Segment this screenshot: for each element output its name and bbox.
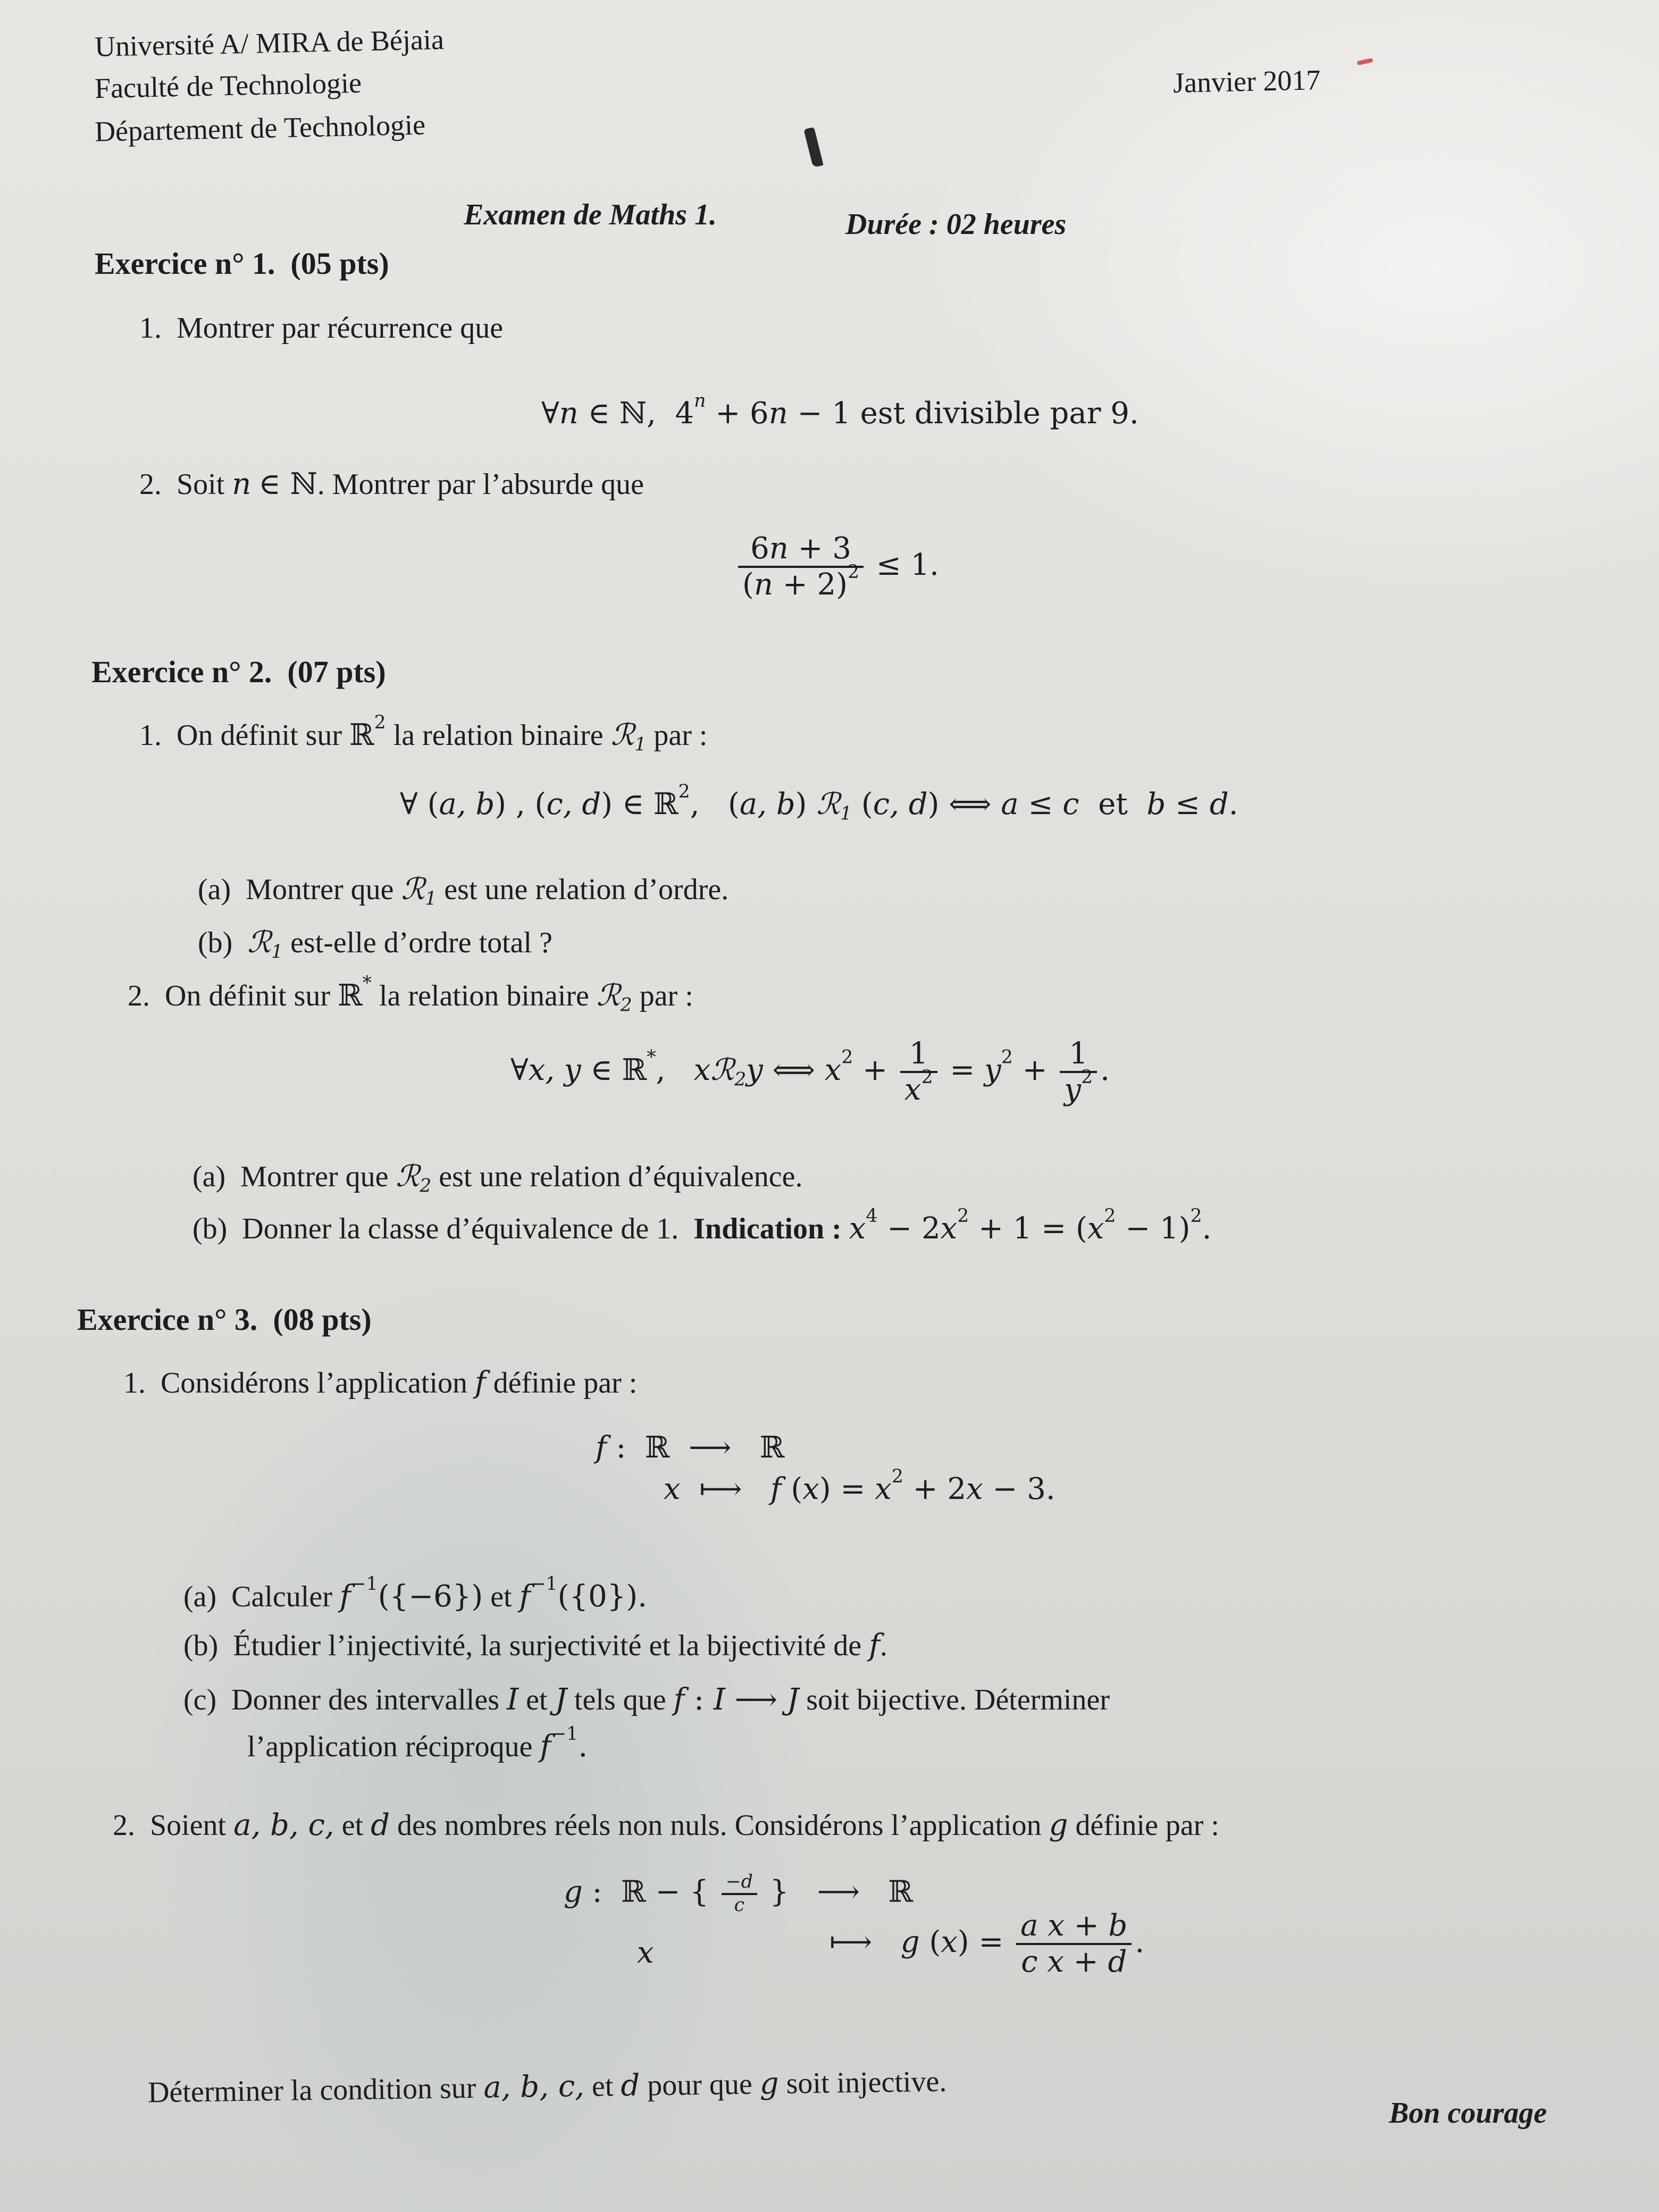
department-name: Département de Technologie (94, 108, 426, 148)
ex2-q2-number: 2. (128, 979, 150, 1012)
ex1-q2-formula: $\frac{6n + 3}{(n + 2)^2}$ ≤ 1. (735, 532, 939, 602)
ex2-q2b-label: (b) (192, 1212, 228, 1245)
closing-text: Bon courage (1389, 2097, 1547, 2130)
ex3-q1c-text-d: soit bijective. Déterminer (806, 1683, 1110, 1716)
ex3-q1c-label: (c) (183, 1683, 217, 1716)
ex2-q1: 1. On définit sur ℝ$^2$ la relation binaire ℛ$_1$ par : (139, 711, 708, 756)
ex1-title: Exercice n° 1. (95, 246, 275, 281)
ex2-q1-formula: ∀ (a, b) , (c, d) ∈ ℝ$^2$, (a, b) ℛ$_1$ (c, d) ⟺ a ≤ c et b ≤ d. (400, 781, 1238, 825)
exam-duration: Durée : 02 heures (845, 208, 1067, 241)
ex3-q1-text-a: Considérons l’application (161, 1367, 468, 1400)
ex2-q1b-text: est-elle d’ordre total ? (290, 926, 552, 959)
ex3-q1c-line2-text: l’application réciproque (247, 1730, 533, 1763)
ex2-q1b: (b) ℛ$_1$ est-elle d’ordre total ? (198, 925, 552, 963)
ex3-q2-number: 2. (113, 1809, 135, 1842)
ex2-q2a-text-b: est une relation d’équivalence. (439, 1160, 803, 1193)
ex2-hint-label: Indication : (693, 1212, 842, 1245)
ex2-title: Exercice n° 2. (91, 655, 272, 689)
ex3-q2-text-b: des nombres réels non nuls. Considérons l’application (397, 1809, 1042, 1842)
ex2-q1a: (a) Montrer que ℛ$_1$ est une relation d’ordre. (198, 872, 729, 910)
ex2-q1-text-a: On définit sur (177, 719, 342, 752)
ex3-q1c-text-b: et (526, 1683, 548, 1716)
ex3-q2-text-a: Soient (150, 1809, 227, 1842)
ex2-q2-text-a: On définit sur (165, 979, 331, 1012)
ex3-heading (77, 1302, 372, 1337)
ex2-q1a-text-a: Montrer que (246, 873, 394, 906)
ex2-q1-text-c: par : (653, 719, 708, 752)
ex2-q2a-label: (a) (192, 1160, 226, 1193)
red-pen-mark (1356, 58, 1373, 65)
ex3-g-mapping: ⟼ g (x) = $\frac{\text{a x + b}}{\text{c x + d}}$ . (830, 1908, 1145, 1980)
ex3-q1a-text-a: Calculer (231, 1580, 332, 1613)
ex3-f-line1: f : ℝ ⟶ ℝ (596, 1430, 785, 1465)
exam-title: Examen de Maths 1. (464, 198, 717, 231)
faculty-name: Faculté de Technologie (94, 66, 362, 105)
ex2-q2b: (b) Donner la classe d’équivalence de 1. Indication : $x^4 - 2x^2 + 1 = (x^2 - 1)^2$. (192, 1205, 1212, 1246)
ex3-q1b-label: (b) (183, 1629, 219, 1662)
ex2-heading (91, 654, 386, 690)
ex3-g-line1: g : ℝ − { $\frac{-d}{c}$ } ⟶ ℝ (564, 1871, 914, 1916)
ex3-q1c-text-a: Donner des intervalles (231, 1683, 499, 1716)
ex1-q1-formula-text: est divisible par 9. (860, 396, 1139, 431)
ex2-q1a-text-b: est une relation d’ordre. (444, 873, 729, 906)
ex3-q1b-text: Étudier l’injectivité, la surjectivité et la bijectivité de (233, 1629, 862, 1662)
ex3-q1-number: 1. (123, 1367, 146, 1400)
ex2-q2-text-c: par : (639, 979, 693, 1012)
ex1-q1-formula: ∀n ∈ ℕ, $4^n + 6n - 1$ est divisible par 9. (541, 390, 1139, 431)
university-name: Université A/ MIRA de Béjaia (94, 23, 445, 63)
ex3-g-line2: x (637, 1936, 654, 1970)
ex3-q1b: (b) Étudier l’injectivité, la surjectivité et la bijectivité de f. (183, 1628, 887, 1663)
ex3-f-line2: x ⟼ f $(x) = x^2 + 2x - 3$. (664, 1465, 1055, 1506)
ex1-q1-text: Montrer par récurrence que (177, 312, 504, 345)
ex2-q1-text-b: la relation binaire (393, 719, 604, 752)
ex2-q1b-label: (b) (198, 926, 233, 959)
ex2-q2-text-b: la relation binaire (379, 979, 589, 1012)
ex2-points: (07 pts) (287, 655, 386, 689)
ex3-q1c-text-c: tels que (574, 1683, 666, 1716)
ex3-final-question: Déterminer la condition sur a, b, c, et d pour que g soit injective. (147, 2065, 947, 2109)
ex3-final-text-b: pour que (647, 2067, 753, 2102)
ex3-points: (08 pts) (273, 1302, 372, 1337)
ex2-q1-number: 1. (139, 719, 162, 752)
ex2-q2b-text: Donner la classe d’équivalence de 1. (242, 1212, 679, 1245)
ex1-q2: 2. Soit n ∈ ℕ. Montrer par l’absurde que (139, 467, 644, 501)
ex1-q2-number: 2. (139, 468, 162, 501)
ex3-q2: 2. Soient a, b, c, et d des nombres réels non nuls. Considérons l’application g définie par : (113, 1808, 1219, 1842)
ex2-q2a-text-a: Montrer que (240, 1160, 389, 1193)
ex2-q2a: (a) Montrer que ℛ$_2$ est une relation d’équivalence. (192, 1159, 803, 1197)
ex3-q1c-line2: l’application réciproque $f^{-1}$. (247, 1723, 588, 1764)
ex1-points: (05 pts) (290, 246, 389, 281)
ex2-q1a-label: (a) (198, 873, 231, 906)
ex2-q2: 2. On définit sur ℝ* la relation binaire ℛ$_2$ par : (128, 972, 693, 1016)
ex3-q2-text-c: définie par : (1075, 1809, 1219, 1842)
ex3-q1c: (c) Donner des intervalles I et J tels que f : I ⟶ J soit bijective. Déterminer (183, 1682, 1110, 1717)
ex1-q1 (139, 311, 503, 345)
ex3-q1a-label: (a) (183, 1580, 217, 1613)
ex3-final-text-a: Déterminer la condition sur (147, 2071, 476, 2109)
ex1-q1-number: 1. (139, 312, 162, 345)
ex3-q1a: (a) Calculer $f^{-1}(\{-6\})$ et $f^{-1}(\{0\})$. (183, 1573, 648, 1614)
ex3-q1a-text-b: et (490, 1580, 512, 1613)
ex3-q1: 1. Considérons l’application f définie par : (123, 1365, 638, 1400)
ink-mark (803, 127, 823, 168)
ex3-title: Exercice n° 3. (77, 1302, 258, 1337)
ex1-q2-text-a: Soit (177, 468, 225, 501)
ex1-heading (95, 246, 389, 281)
ex2-q2-formula: ∀x, y ∈ ℝ*, xℛ$_2$y ⟺ $x^2$ + $\frac{1}{x^2}$ = $y^2$ + $\frac{1}{y^2}$ . (510, 1036, 1110, 1108)
ex3-final-text-c: soit injective. (786, 2065, 947, 2100)
ex1-q2-text-b: . Montrer par l’absurde que (317, 468, 644, 501)
ex3-q1-text-b: définie par : (493, 1367, 638, 1400)
exam-date: Janvier 2017 (1172, 64, 1321, 99)
ex2-et: et (1098, 787, 1128, 822)
